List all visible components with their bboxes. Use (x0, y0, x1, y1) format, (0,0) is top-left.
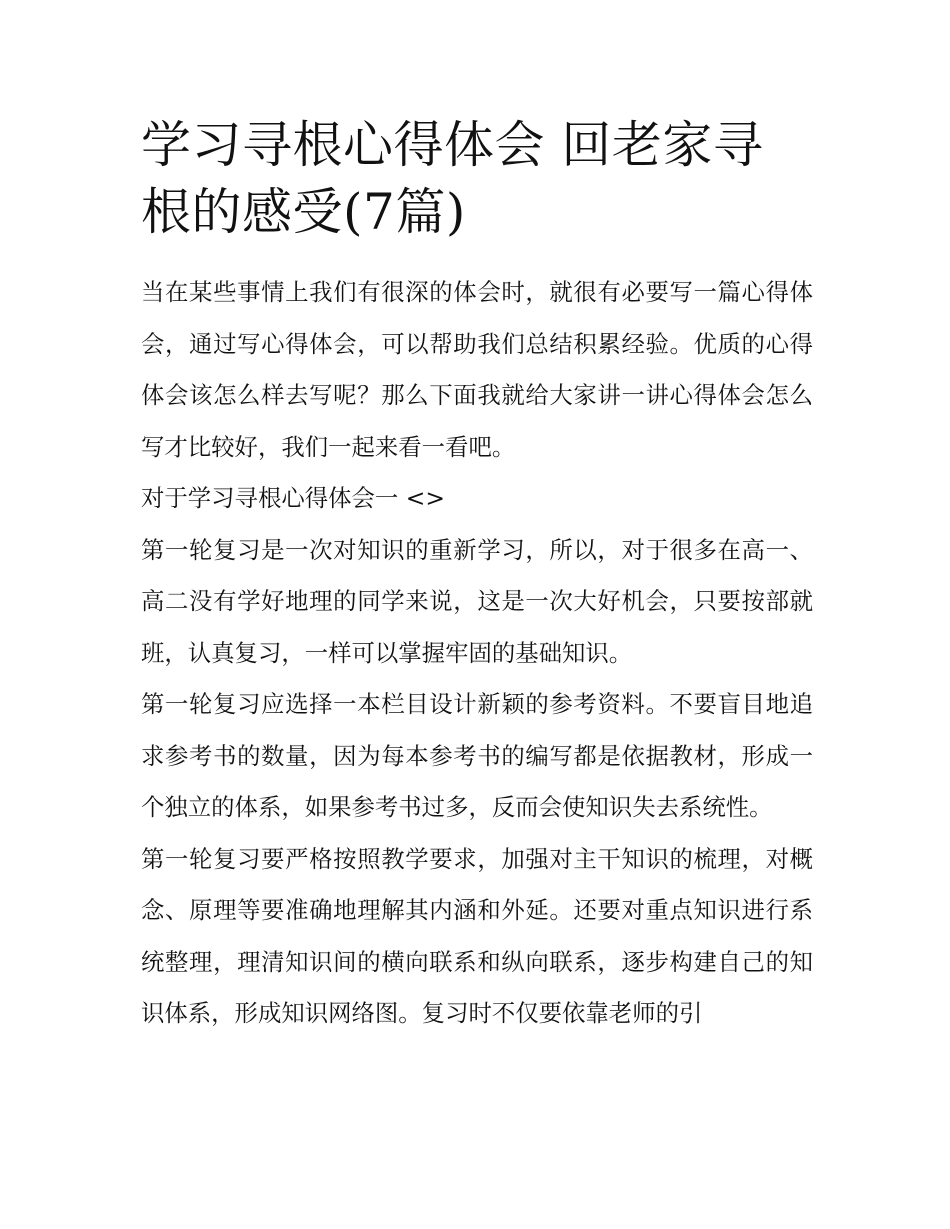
paragraph-first-review: 第一轮复习是一次对知识的重新学习，所以，对于很多在高一、高二没有学好地理的同学来说，这是一次大好机会，只要按部就班，认真复习，一样可以掌握牢固的基础知识。 (141, 535, 813, 667)
paragraph-section-heading: 对于学习寻根心得体会一 <> (141, 484, 445, 512)
document-title: 学习寻根心得体会 回老家寻根的感受(7篇) (141, 116, 764, 241)
document-page (141, 112, 813, 1040)
paragraph-teaching-requirements: 第一轮复习要严格按照教学要求，加强对主干知识的梳理，对概念、原理等要准确地理解其内涵和外延。还要对重点知识进行系统整理，理清知识间的横向联系和纵向联系，逐步构建自己的知识体系，形成知识网络图。复习时不仅要依靠老师的引 (141, 844, 813, 1027)
paragraph-reference-books: 第一轮复习应选择一本栏目设计新颖的参考资料。不要盲目地追求参考书的数量，因为每本参考书的编写都是依据教材，形成一个独立的体系，如果参考书过多，反而会使知识失去系统性。 (141, 690, 813, 821)
paragraph-intro: 当在某些事情上我们有很深的体会时，就很有必要写一篇心得体会，通过写心得体会，可以帮助我们总结积累经验。优质的心得体会该怎么样去写呢？那么下面我就给大家讲一讲心得体会怎么写才比较好，我们一起来看一看吧。 (141, 278, 813, 461)
